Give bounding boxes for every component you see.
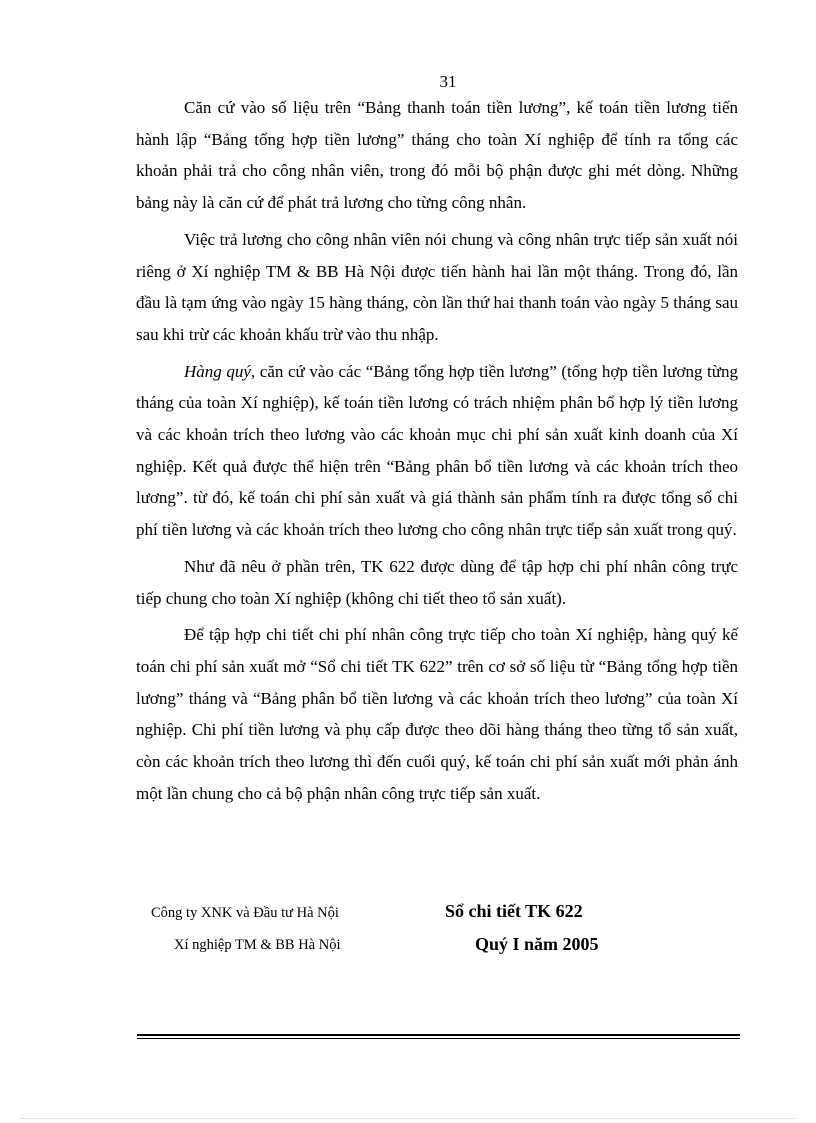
paragraph-2 — [136, 224, 738, 351]
paragraph-4 — [136, 551, 738, 614]
footer-divider — [137, 1034, 740, 1039]
paragraph-5-text: Để tập hợp chi tiết chi phí nhân công trực tiếp cho toàn Xí nghiệp, hàng quý kế toán chi phí sản xuất mở “Sổ chi tiết TK 622” trên cơ sở số liệu từ “Bảng tổng hợp tiền lương” tháng và “Bảng phân bổ tiền lương và các khoản trích theo lương” của toàn Xí nghiệp. Chi phí tiền lương và phụ cấp được theo dõi hàng tháng theo từng tổ sản xuất, còn các khoản trích theo lương thì đến cuối quý, kế toán chi phí sản xuất mới phản ánh một lần chung cho cả bộ phận nhân công trực tiếp sản xuất. — [136, 625, 738, 803]
paragraph-4-text: Như đã nêu ở phần trên, TK 622 được dùng để tập hợp chi phí nhân công trực tiếp chung cho toàn Xí nghiệp (không chi tiết theo tổ sản xuất). — [136, 556, 738, 608]
body-text — [136, 92, 738, 814]
ledger-title: Sổ chi tiết TK 622 — [445, 901, 583, 921]
paragraph-1-text: Căn cứ vào số liệu trên “Bảng thanh toán tiền lương”, kế toán tiền lương tiến hành lập “Bảng tổng hợp tiền lương” tháng cho toàn Xí nghiệp để tính ra tổng các khoản phải trả cho công nhân viên, trong đó mỗi bộ phận được ghi mét dòng. Những bảng này là căn cứ để phát trả lương cho từng công nhân. — [136, 98, 738, 213]
page-number: 31 — [439, 72, 457, 91]
paragraph-1 — [136, 92, 738, 219]
ledger-company-name: Công ty XNK và Đầu tư Hà Nội — [151, 905, 339, 921]
paragraph-3 — [136, 356, 738, 546]
paragraph-2-text: Việc trả lương cho công nhân viên nói chung và công nhân trực tiếp sản xuất nói riêng ở Xí nghiệp TM & BB Hà Nội được tiến hành hai lần một tháng. Trong đó, lần đầu là tạm ứng vào ngày 15 hàng tháng, còn lần thứ hai thanh toán vào ngày 5 tháng sau sau khi trừ các khoản khấu trừ vào thu nhập. — [136, 229, 738, 344]
paragraph-3-text: , căn cứ vào các “Bảng tổng hợp tiền lương” (tổng hợp tiền lương từng tháng của toàn Xí nghiệp), kế toán tiền lương có trách nhiệm phân bổ hợp lý tiền lương và các khoản trích theo lương vào các khoản mục chi phí sản xuất kinh doanh của Xí nghiệp. Kết quả được thể hiện trên “Bảng phân bổ tiền lương và các khoản trích theo lương”. từ đó, kế toán chi phí sản xuất và giá thành sản phẩm tính ra được tổng số chi phí tiền lương và các khoản trích theo lương cho công nhân trực tiếp sản xuất trong quý. — [136, 361, 738, 540]
ledger-period: Quý I năm 2005 — [475, 934, 599, 954]
page-edge-dotted-line — [20, 1118, 796, 1119]
paragraph-5 — [136, 619, 738, 809]
ledger-unit-name: Xí nghiệp TM & BB Hà Nội — [174, 937, 341, 953]
paragraph-3-lead: Hàng quý — [184, 361, 251, 381]
